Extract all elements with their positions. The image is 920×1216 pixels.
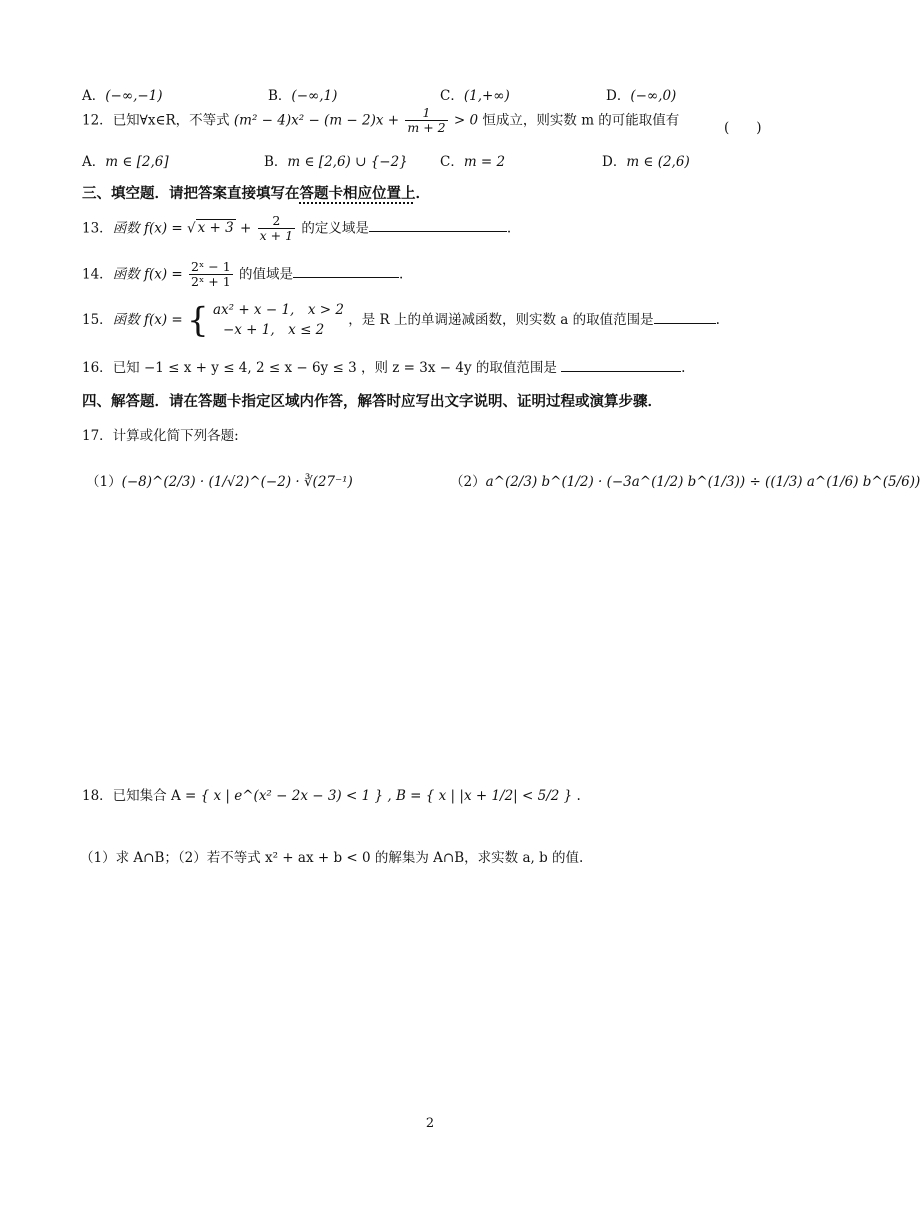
q17-part-2: （2）a^(2/3) b^(1/2) · (−3a^(1/2) b^(1/3)) ÷ ((1/3) a^(1/6) b^(5/6)) (450, 474, 920, 490)
q12-option-c: C．m = 2 (440, 154, 506, 170)
q15-answer-blank[interactable] (654, 311, 716, 324)
q16-answer-blank[interactable] (561, 359, 681, 372)
q12-stem: 12．已知∀x∈R，不等式 (m² − 4)x² − (m − 2)x + $\frac{1}{m + 2}$ > 0 恒成立，则实数 m 的可能取值有 (82, 105, 680, 136)
q11-option-c: C．(1,+∞) (440, 88, 510, 104)
q12-answer-paren: ( ) (724, 120, 762, 136)
page-number: 2 (425, 1116, 435, 1131)
q13: 13．函数 f(x) = √ x + 3 + $\frac{2}{x + 1}$ 的定义域是 . (82, 213, 512, 244)
q14-answer-blank[interactable] (293, 265, 399, 278)
q15-piecewise: ax² + x − 1, x > 2 −x + 1, x ≤ 2 (212, 302, 344, 339)
q12-option-b: B．m ∈ [2,6) ∪ {−2} (264, 154, 408, 170)
q11-option-a: A．(−∞,−1) (82, 88, 163, 104)
left-brace-icon: { (187, 300, 209, 341)
section-3-heading: 三、填空题．请把答案直接填写在答题卡相应位置上． (82, 186, 430, 202)
q15: 15．函数 f(x) = { ax² + x − 1, x > 2 −x + 1, x ≤ 2 ，是 R 上的单调递减函数，则实数 a 的取值范围是 . (82, 300, 720, 341)
q11-option-d: D．(−∞,0) (606, 88, 677, 104)
q14: 14．函数 f(x) = $\frac{\text{2ˣ − 1}}{\text{2ˣ + 1}}$ 的值域是 . (82, 259, 404, 290)
section-4-heading: 四、解答题．请在答题卡指定区域内作答，解答时应写出文字说明、证明过程或演算步骤． (82, 394, 662, 410)
q12-option-a: A．m ∈ [2,6] (82, 154, 169, 170)
q18-stem: 18．已知集合 A = { x | e^(x² − 2x − 3) < 1 } , B = { x | |x + 1/2| < 5/2 } . (82, 788, 581, 804)
q12-option-d: D．m ∈ (2,6) (602, 154, 690, 170)
q14-fraction: $\frac{\text{2ˣ − 1}}{\text{2ˣ + 1}}$ (191, 259, 231, 290)
q17-title: 17．计算或化简下列各题: (82, 428, 239, 444)
q17-part-1: （1）(−8)^(2/3) · (1/√2)^(−2) · ∛(27⁻¹) (86, 474, 353, 490)
q18-subquestions: （1）求 A∩B；（2）若不等式 x² + ax + b < 0 的解集为 A∩B，求实数 a, b 的值. (80, 850, 584, 866)
q18-set-b: { x | |x + 1/2| < 5/2 } (425, 788, 573, 804)
q11-option-b: B．(−∞,1) (268, 88, 338, 104)
q18-set-a: { x | e^(x² − 2x − 3) < 1 } (200, 788, 384, 804)
q13-answer-blank[interactable] (369, 219, 507, 232)
q16: 16．已知 −1 ≤ x + y ≤ 4, 2 ≤ x − 6y ≤ 3 ，则 z = 3x − 4y 的取值范围是 . (82, 360, 686, 376)
q13-fraction: $\frac{2}{x + 1}$ (259, 213, 294, 244)
q12-fraction: $\frac{1}{m + 2}$ (407, 105, 446, 136)
